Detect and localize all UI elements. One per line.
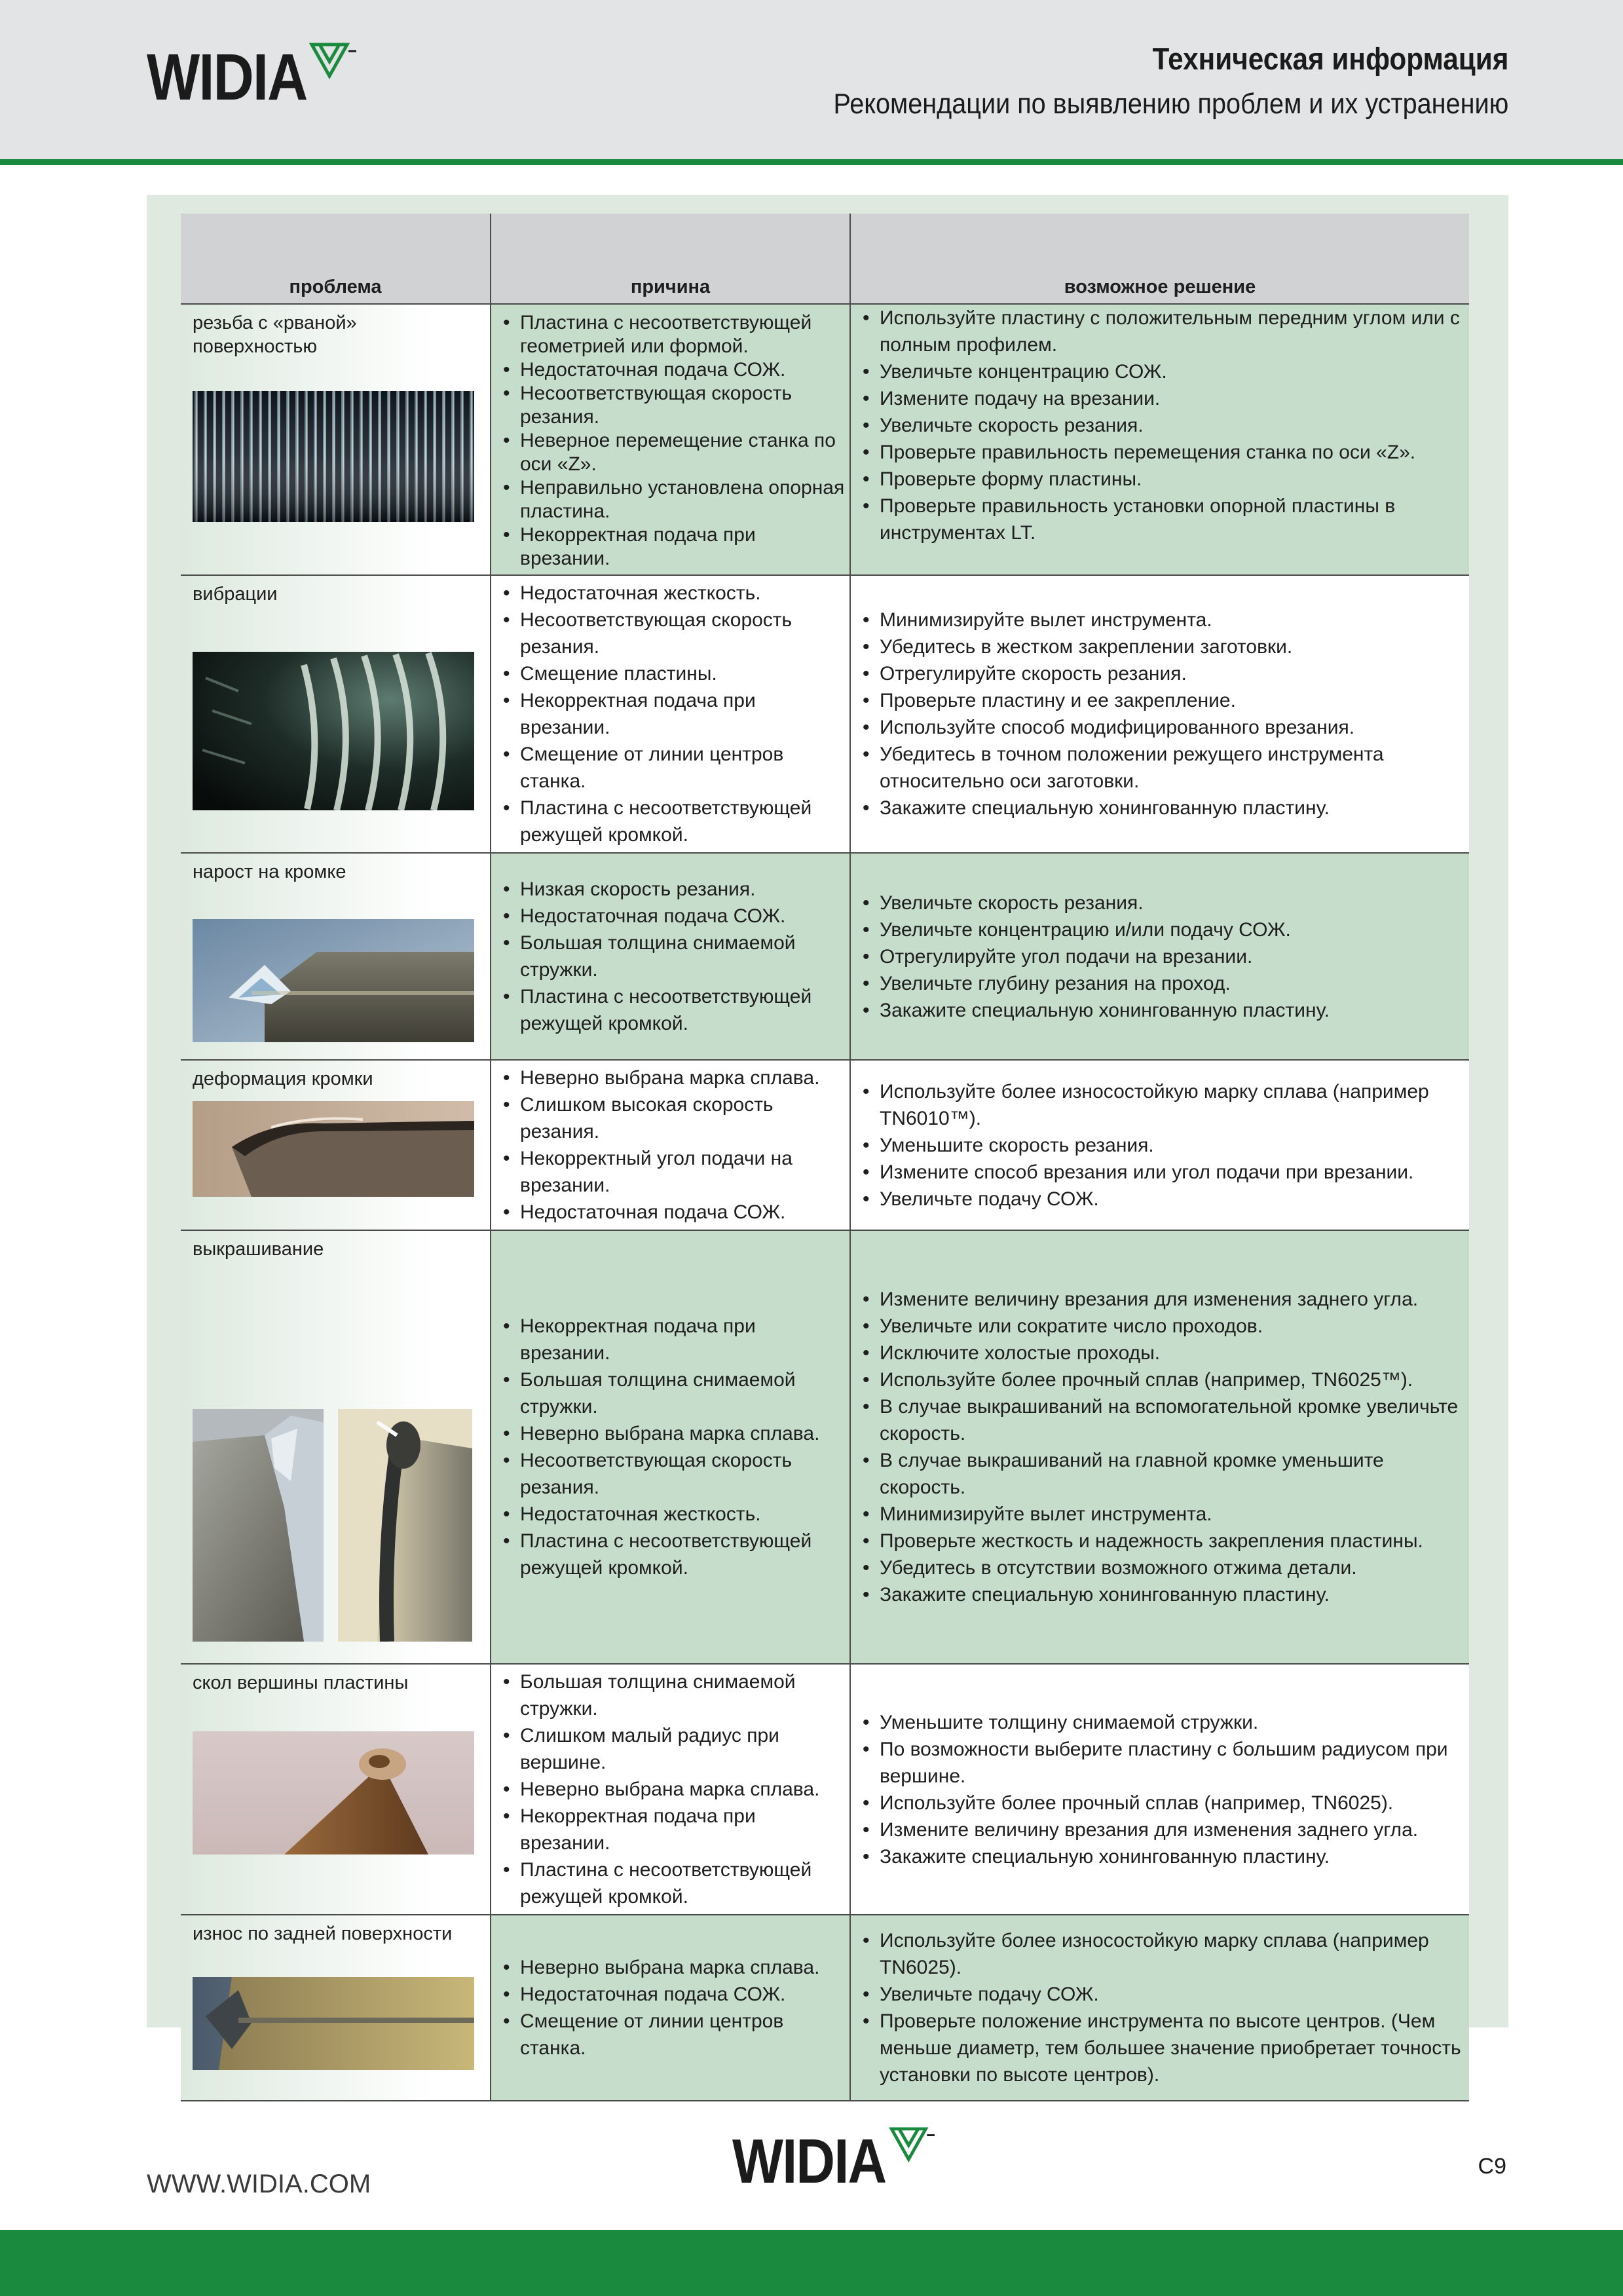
list-item: • Убедитесь в отсутствии возможного отжима детали. — [863, 1554, 1465, 1581]
list-item: • Используйте более износостойкую марку сплава (например TN6025). — [863, 1927, 1465, 1981]
table-row — [181, 853, 1469, 1060]
list-item: • Закажите специальную хонингованную пластину. — [863, 997, 1465, 1024]
list-item: • Пластина с несоответствующей режущей кромкой. — [503, 1856, 846, 1910]
list-item: • Некорректная подача при врезании. — [503, 523, 846, 571]
list-item: • Увеличьте концентрацию и/или подачу СОЖ. — [863, 916, 1465, 943]
column-header-cause: причина — [491, 214, 850, 304]
solution-cell — [850, 1230, 1469, 1664]
list-item: • Слишком малый радиус при вершине. — [503, 1722, 846, 1776]
column-header-solution: возможное решение — [850, 214, 1469, 304]
built-up-edge-photo — [193, 919, 474, 1042]
cause-cell — [491, 1915, 850, 2101]
list-item: • Увеличьте подачу СОЖ. — [863, 1186, 1465, 1213]
problem-cell — [181, 1060, 491, 1230]
list-item: • Уменьшите скорость резания. — [863, 1132, 1465, 1159]
solution-cell — [850, 1664, 1469, 1915]
list-item: • Измените величину врезания для изменения заднего угла. — [863, 1286, 1465, 1313]
table-row — [181, 1060, 1469, 1230]
problem-label: вибрации — [193, 584, 278, 605]
problem-label: выкрашивание — [193, 1239, 324, 1260]
footer-bar — [0, 2230, 1623, 2296]
list-item: • Проверьте правильность перемещения станка по оси «Z». — [863, 439, 1465, 466]
list-item: • Увеличьте скорость резания. — [863, 412, 1465, 439]
list-item: • Большая толщина снимаемой стружки. — [503, 1366, 846, 1420]
document-subtitle: Рекомендации по выявлению проблем и их устранению — [833, 88, 1508, 120]
document-title: Техническая информация — [1151, 41, 1508, 76]
list-item: • Недостаточная подача СОЖ. — [503, 1981, 846, 2008]
list-item: • Увеличьте или сократите число проходов. — [863, 1313, 1465, 1340]
cause-cell — [491, 304, 850, 575]
problem-cell — [181, 1915, 491, 2101]
list-item: • Недостаточная подача СОЖ. — [503, 903, 846, 930]
list-item: • Используйте более прочный сплав (например, TN6025™). — [863, 1366, 1465, 1393]
list-item: • Убедитесь в жестком закреплении заготовки. — [863, 633, 1465, 660]
problem-label: скол вершины пластины — [193, 1672, 409, 1693]
vibration-photo — [193, 652, 474, 810]
solution-cell — [850, 1060, 1469, 1230]
list-item: • Смещение пластины. — [503, 660, 846, 687]
chipping-photo-right — [338, 1409, 472, 1642]
table-row — [181, 304, 1469, 575]
list-item: • Неправильно установлена опорная пластина. — [503, 476, 846, 523]
footer-widia-logo — [732, 2126, 940, 2196]
list-item: • Минимизируйте вылет инструмента. — [863, 1501, 1465, 1528]
table-row — [181, 1230, 1469, 1664]
list-item: • Используйте более прочный сплав (например, TN6025). — [863, 1790, 1465, 1816]
logo-wordmark: WIDIA — [147, 41, 307, 114]
solution-cell — [850, 853, 1469, 1060]
problem-label: деформация кромки — [193, 1068, 373, 1089]
problem-cell — [181, 304, 491, 575]
list-item: • Убедитесь в точном положении режущего инструмента относительно оси заготовки. — [863, 741, 1465, 795]
thread-rough-surface-photo — [193, 391, 474, 522]
list-item: • Смещение от линии центров станка. — [503, 741, 846, 795]
list-item: • Увеличьте концентрацию СОЖ. — [863, 358, 1465, 385]
list-item: • Несоответствующая скорость резания. — [503, 1447, 846, 1501]
problem-label: износ по задней поверхности — [193, 1923, 453, 1944]
cause-cell — [491, 1060, 850, 1230]
list-item: • Увеличьте глубину резания на проход. — [863, 970, 1465, 997]
list-item: • Закажите специальную хонингованную пластину. — [863, 1581, 1465, 1608]
chipping-photo-left — [193, 1409, 324, 1642]
table-row — [181, 1664, 1469, 1915]
column-header-problem: проблема — [181, 214, 491, 304]
list-item: • Используйте более износостойкую марку сплава (например TN6010™). — [863, 1078, 1465, 1132]
list-item: • Измените величину врезания для изменения заднего угла. — [863, 1816, 1465, 1843]
list-item: • Недостаточная жесткость. — [503, 580, 846, 607]
list-item: • Неверно выбрана марка сплава. — [503, 1064, 846, 1091]
cause-cell — [491, 853, 850, 1060]
list-item: • Слишком высокая скорость резания. — [503, 1091, 846, 1145]
footer-logo-wordmark: WIDIA — [732, 2126, 886, 2196]
list-item: • Несоответствующая скорость резания. — [503, 382, 846, 429]
list-item: • Закажите специальную хонингованную пластину. — [863, 795, 1465, 821]
list-item: • Смещение от линии центров станка. — [503, 2008, 846, 2061]
cause-cell — [491, 575, 850, 853]
list-item: • Проверьте положение инструмента по высоте центров. (Чем меньше диаметр, тем большее значение приобретает точность установки по высоте центров). — [863, 2008, 1465, 2088]
list-item: • Измените подачу на врезании. — [863, 385, 1465, 412]
list-item: • По возможности выберите пластину с большим радиусом при вершине. — [863, 1736, 1465, 1790]
list-item: • Проверьте жесткость и надежность закрепления пластины. — [863, 1528, 1465, 1554]
list-item: • Используйте способ модифицированного врезания. — [863, 714, 1465, 741]
page-header — [0, 0, 1623, 161]
solution-cell — [850, 575, 1469, 853]
list-item: • Большая толщина снимаемой стружки. — [503, 930, 846, 983]
list-item: • Отрегулируйте скорость резания. — [863, 660, 1465, 687]
list-item: • Низкая скорость резания. — [503, 876, 846, 903]
cause-cell — [491, 1230, 850, 1664]
list-item: • Неверно выбрана марка сплава. — [503, 1776, 846, 1803]
list-item: • Пластина с несоответствующей геометрией или формой. — [503, 311, 846, 358]
problem-cell — [181, 853, 491, 1060]
table-row — [181, 575, 1469, 853]
list-item: • Исключите холостые проходы. — [863, 1340, 1465, 1366]
list-item: • Уменьшите толщину снимаемой стружки. — [863, 1709, 1465, 1736]
problem-cell — [181, 575, 491, 853]
widia-triangle-icon — [889, 2126, 940, 2164]
header-divider — [0, 159, 1623, 165]
solution-cell — [850, 1915, 1469, 2101]
list-item: • Проверьте форму пластины. — [863, 466, 1465, 493]
problem-label: резьба с «рваной» поверхностью — [193, 312, 357, 357]
list-item: • Недостаточная жесткость. — [503, 1501, 846, 1528]
list-item: • Некорректный угол подачи на врезании. — [503, 1145, 846, 1199]
list-item: • Неверно выбрана марка сплава. — [503, 1954, 846, 1981]
list-item: • Несоответствующая скорость резания. — [503, 607, 846, 660]
list-item: • Увеличьте подачу СОЖ. — [863, 1981, 1465, 2008]
list-item: • Используйте пластину с положительным передним углом или с полным профилем. — [863, 305, 1465, 358]
cause-cell — [491, 1664, 850, 1915]
page-number: C9 — [1478, 2154, 1506, 2179]
table-row — [181, 1915, 1469, 2101]
list-item: • Проверьте пластину и ее закрепление. — [863, 687, 1465, 714]
widia-triangle-icon — [309, 42, 362, 81]
list-item: • Пластина с несоответствующей режущей кромкой. — [503, 983, 846, 1037]
list-item: • Неверное перемещение станка по оси «Z». — [503, 429, 846, 476]
list-item: • В случае выкрашиваний на главной кромке уменьшите скорость. — [863, 1447, 1465, 1501]
list-item: • Закажите специальную хонингованную пластину. — [863, 1843, 1465, 1870]
flank-wear-photo — [193, 1977, 474, 2070]
list-item: • Минимизируйте вылет инструмента. — [863, 607, 1465, 633]
list-item: • Некорректная подача при врезании. — [503, 1803, 846, 1856]
solution-cell — [850, 304, 1469, 575]
list-item: • Пластина с несоответствующей режущей кромкой. — [503, 795, 846, 848]
list-item: • Некорректная подача при врезании. — [503, 1313, 846, 1366]
list-item: • Неверно выбрана марка сплава. — [503, 1420, 846, 1447]
widia-logo — [147, 41, 362, 114]
website-link[interactable]: WWW.WIDIA.COM — [147, 2170, 371, 2198]
list-item: • Отрегулируйте угол подачи на врезании. — [863, 943, 1465, 970]
problem-label: нарост на кромке — [193, 861, 346, 882]
list-item: • Недостаточная подача СОЖ. — [503, 358, 846, 382]
problem-cell — [181, 1230, 491, 1664]
edge-deformation-photo — [193, 1101, 474, 1197]
problem-cell — [181, 1664, 491, 1915]
insert-tip-fracture-photo — [193, 1731, 474, 1854]
list-item: • Увеличьте скорость резания. — [863, 890, 1465, 916]
list-item: • Недостаточная подача СОЖ. — [503, 1199, 846, 1226]
table-header-row — [181, 214, 1469, 304]
list-item: • Некорректная подача при врезании. — [503, 687, 846, 741]
chipping-photos — [193, 1409, 485, 1642]
list-item: • Большая толщина снимаемой стружки. — [503, 1668, 846, 1722]
list-item: • Пластина с несоответствующей режущей кромкой. — [503, 1528, 846, 1581]
troubleshooting-table — [181, 214, 1469, 2101]
list-item: • Проверьте правильность установки опорной пластины в инструментах LT. — [863, 493, 1465, 546]
list-item: • В случае выкрашиваний на вспомогательной кромке увеличьте скорость. — [863, 1393, 1465, 1447]
list-item: • Измените способ врезания или угол подачи при врезании. — [863, 1159, 1465, 1186]
